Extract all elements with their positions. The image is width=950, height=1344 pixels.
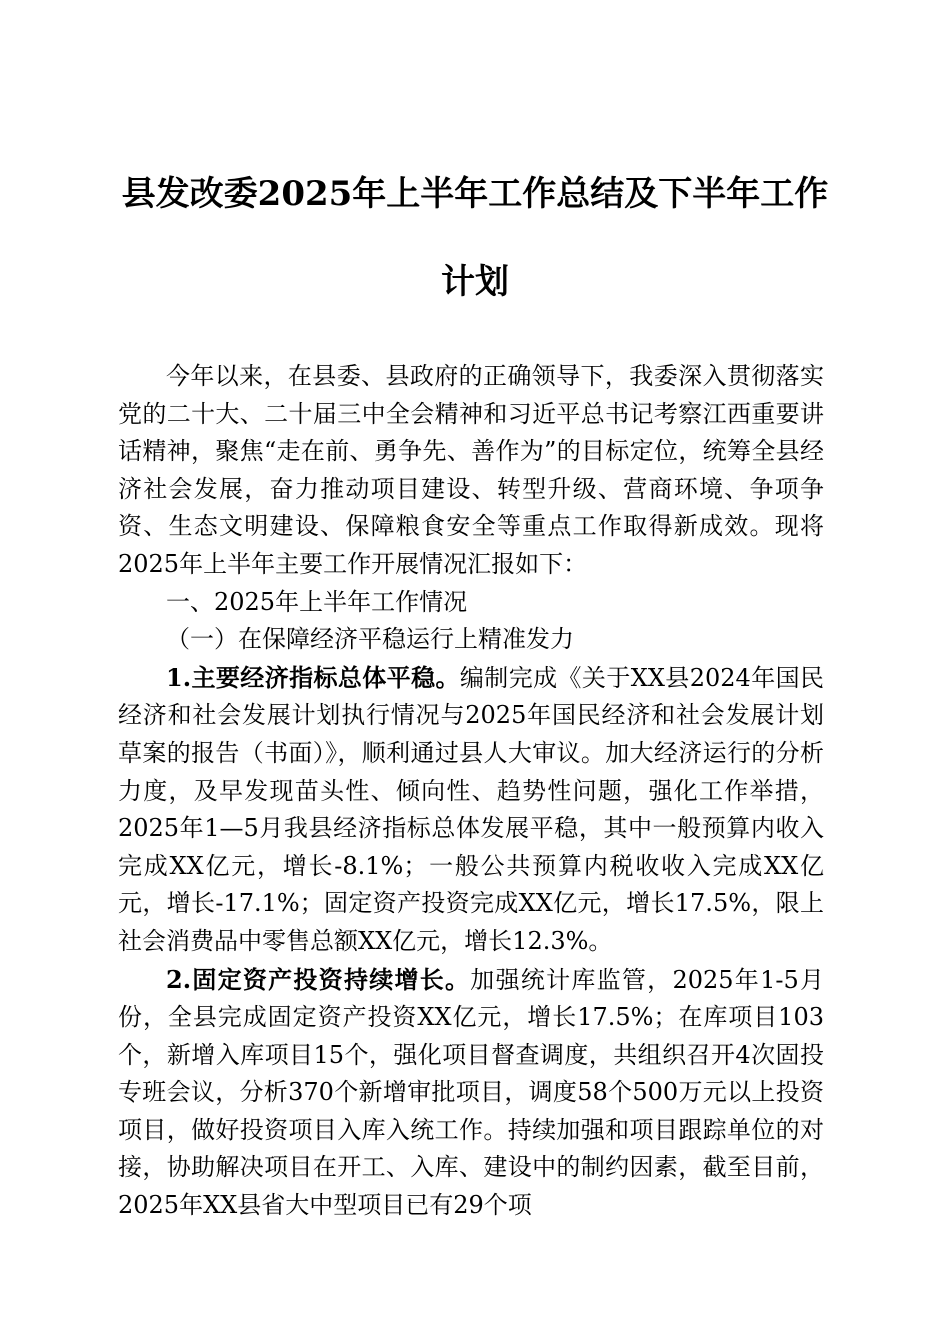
section-heading-1: 一、2025年上半年工作情况 bbox=[166, 587, 468, 616]
item-2-paragraph bbox=[118, 961, 824, 1225]
item-2-lead: 2.固定资产投资持续增长。 bbox=[166, 964, 471, 994]
item-1-lead: 1.主要经济指标总体平稳。 bbox=[166, 662, 460, 692]
document-title: 县发改委2025年上半年工作总结及下半年工作计划 bbox=[121, 174, 829, 302]
item-2-text: 加强统计库监管，2025年1-5月份，全县完成固定资产投资XX亿元，增长17.5%；在库项目103个，新增入库项目15个，强化项目督查调度，共组织召开4次固投专班会议，分析370个新增审批项目，调度58个500万元以上投资项目，做好投资项目入库入统工作。持续加强和项目跟踪单位的对接，协助解决项目在开工、入库、建设中的制约因素，截至目前，2025年XX县省大中型项目已有29个项 bbox=[118, 965, 824, 1220]
subsection-heading-1: （一）在保障经济平稳运行上精准发力 bbox=[166, 625, 574, 654]
intro-paragraph: 今年以来，在县委、县政府的正确领导下，我委深入贯彻落实党的二十大、二十届三中全会精神和习近平总书记考察江西重要讲话精神，聚焦“走在前、勇争先、善作为”的目标定位，统筹全县经济社会发展，奋力推动项目建设、转型升级、营商环境、争项争资、生态文明建设、保障粮食安全等重点工作取得新成效。现将2025年上半年主要工作开展情况汇报如下： bbox=[118, 362, 824, 578]
item-1-text: 编制完成《关于XX县2024年国民经济和社会发展计划执行情况与2025年国民经济和社会发展计划草案的报告（书面）》，顺利通过县人大审议。加大经济运行的分析力度，及早发现苗头性、倾向性、趋势性问题，强化工作举措，2025年1—5月我县经济指标总体发展平稳，其中一般预算内收入完成XX亿元，增长-8.1%；一般公共预算内税收收入完成XX亿元，增长-17.1%；固定资产投资完成XX亿元，增长17.5%，限上社会消费品中零售总额XX亿元，增长12.3%。 bbox=[118, 663, 824, 955]
item-1-paragraph bbox=[118, 659, 824, 961]
document-body bbox=[118, 358, 824, 1225]
